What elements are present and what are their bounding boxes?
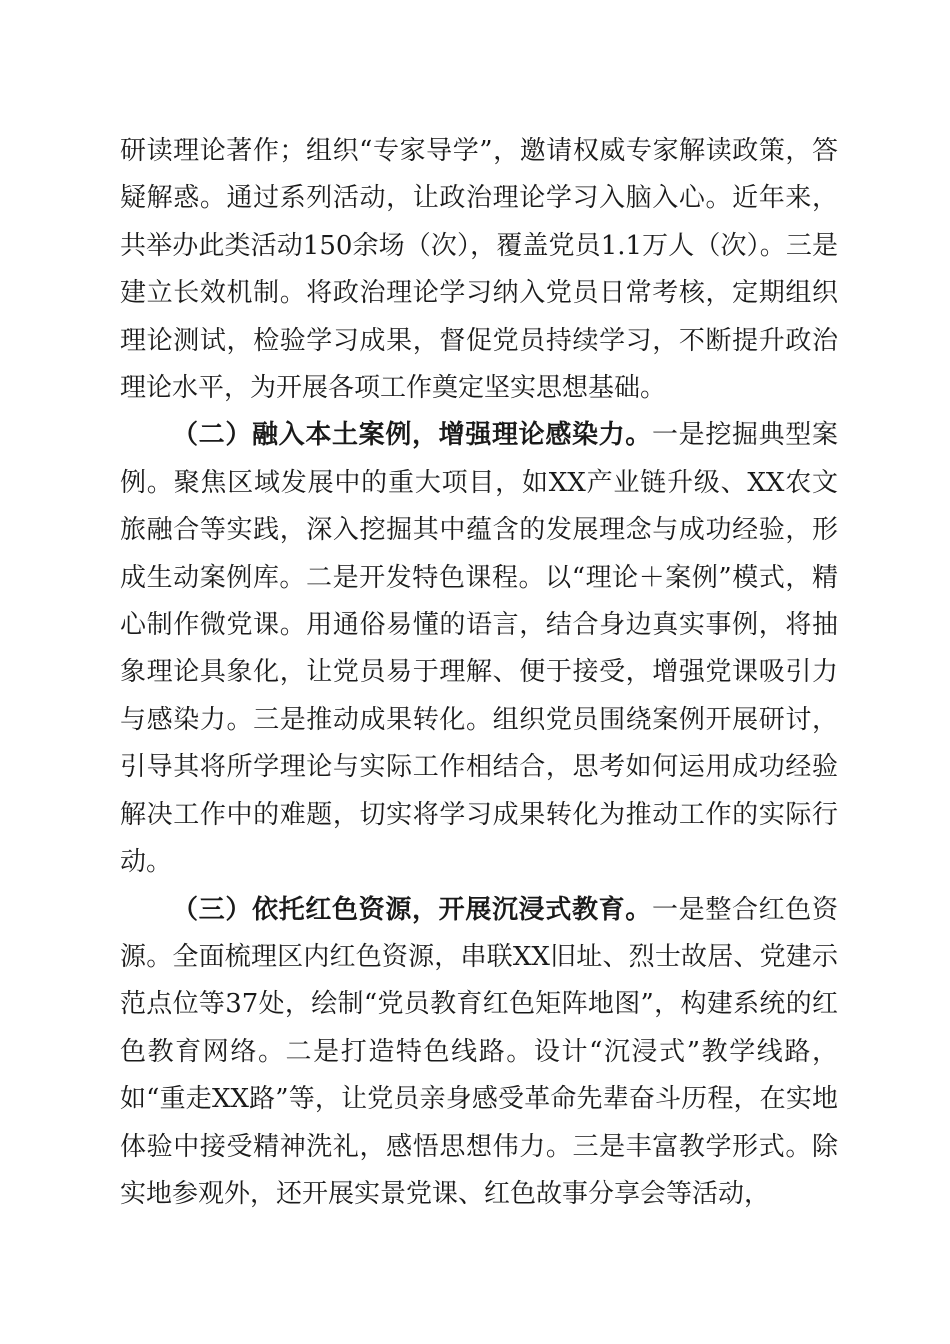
section-heading-3: （三）依托红色资源，开展沉浸式教育。 bbox=[172, 894, 652, 925]
paragraph-2-text: 一是挖掘典型案例。聚焦区域发展中的重大项目，如XX产业链升级、XX农文旅融合等实践，深入挖掘其中蕴含的发展理念与成功经验，形成生动案例库。二是开发特色课程。以“理论＋案例”模式，精心制作微党课。用通俗易懂的语言，结合身边真实事例，将抽象理论具象化，让党员易于理解、便于接受，增强党课吸引力与感染力。三是推动成果转化。组织党员围绕案例开展研讨，引导其将所学理论与实际工作相结合，思考如何运用成功经验解决工作中的难题，切实将学习成果转化为推动工作的实际行动。 bbox=[120, 420, 838, 878]
paragraph-3 bbox=[120, 887, 838, 1219]
paragraph-3-text: 一是整合红色资源。全面梳理区内红色资源，串联XX旧址、烈士故居、党建示范点位等37处，绘制“党员教育红色矩阵地图”，构建系统的红色教育网络。二是打造特色线路。设计“沉浸式”教学线路，如“重走XX路”等，让党员亲身感受革命先辈奋斗历程，在实地体验中接受精神洗礼，感悟思想伟力。三是丰富教学形式。除实地参观外，还开展实景党课、红色故事分享会等活动， bbox=[120, 894, 838, 1209]
section-heading-2: （二）融入本土案例，增强理论感染力。 bbox=[172, 420, 652, 451]
paragraph-1 bbox=[120, 128, 838, 412]
paragraph-2 bbox=[120, 412, 838, 886]
document-page bbox=[120, 128, 838, 1218]
paragraph-1-text: 研读理论著作；组织“专家导学”，邀请权威专家解读政策，答疑解惑。通过系列活动，让政治理论学习入脑入心。近年来，共举办此类活动150余场（次），覆盖党员1.1万人（次）。三是建立长效机制。将政治理论学习纳入党员日常考核，定期组织理论测试，检验学习成果，督促党员持续学习，不断提升政治理论水平，为开展各项工作奠定坚实思想基础。 bbox=[120, 136, 838, 404]
